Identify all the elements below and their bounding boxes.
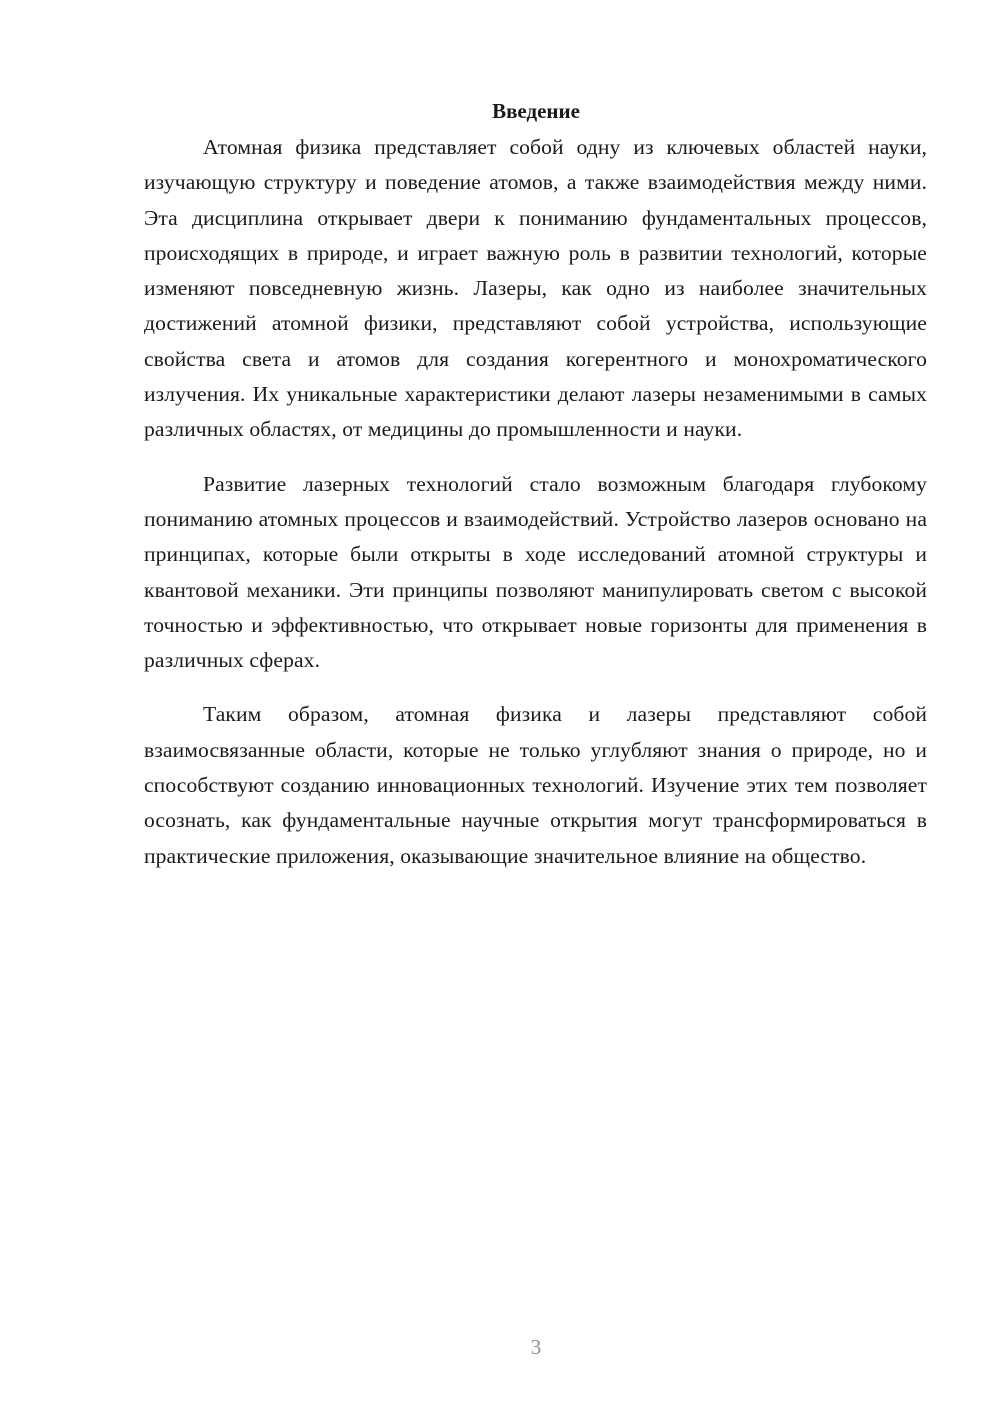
- paragraph-1: Атомная физика представляет собой одну из ключевых областей науки, изучающую структуру и поведение атомов, а также взаимодействия между ними. Эта дисциплина открывает двери к пониманию фундаментальных процессов, происходящих в природе, и играет важную роль в развитии технологий, которые изменяют повседневную жизнь. Лазеры, как одно из наиболее значительных достижений атомной физики, представляют собой устройства, использующие свойства света и атомов для создания когерентного и монохроматического излучения. Их уникальные характеристики делают лазеры незаменимыми в самых различных областях, от медицины до промышленности и науки.: [144, 135, 927, 442]
- page-content: [144, 96, 927, 874]
- page-number: 3: [530, 1335, 542, 1359]
- paragraph-2: Развитие лазерных технологий стало возможным благодаря глубокому пониманию атомных процессов и взаимодействий. Устройство лазеров основано на принципах, которые были открыты в ходе исследований атомной структуры и квантовой механики. Эти принципы позволяют манипулировать светом с высокой точностью и эффективностью, что открывает новые горизонты для применения в различных сферах.: [144, 471, 927, 673]
- section-heading: Введение: [492, 99, 580, 123]
- paragraph-3: Таким образом, атомная физика и лазеры представляют собой взаимосвязанные области, которые не только углубляют знания о природе, но и способствуют созданию инновационных технологий. Изучение этих тем позволяет осознать, как фундаментальные научные открытия могут трансформироваться в практические приложения, оказывающие значительное влияние на общество.: [144, 702, 927, 868]
